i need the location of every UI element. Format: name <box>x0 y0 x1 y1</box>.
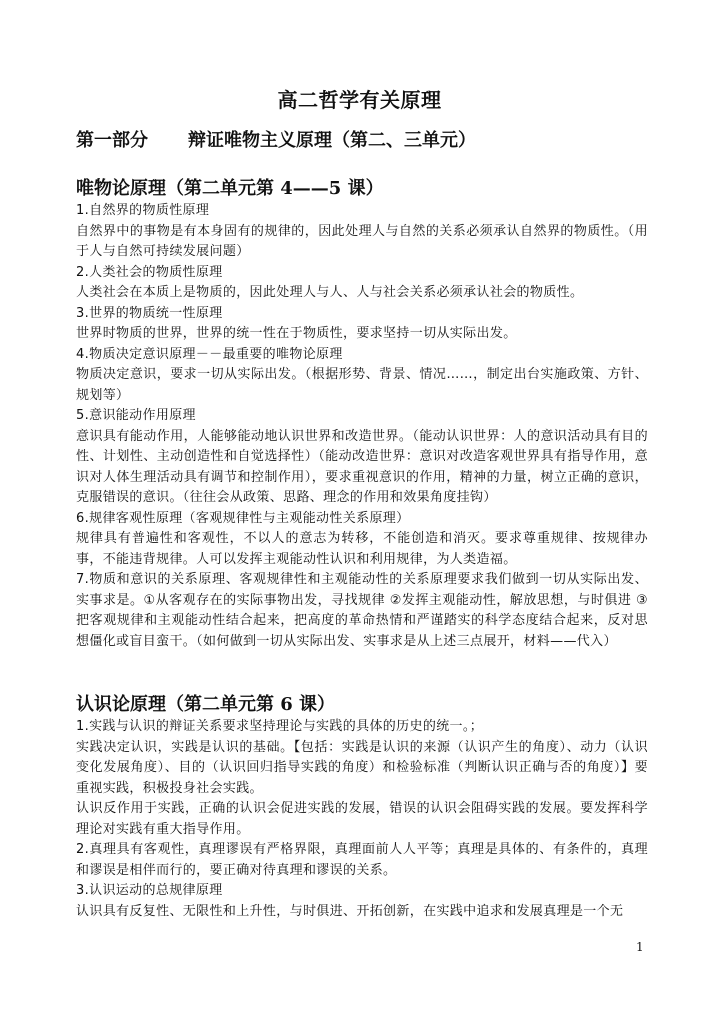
document-title: 高二哲学有关原理 <box>277 88 442 112</box>
paragraph: 认识反作用于实践，正确的认识会促进实践的发展，错误的认识会阻碍实践的发展。要发挥科学理论对实践有重大指导作用。 <box>76 801 648 837</box>
page-number: 1 <box>636 940 644 954</box>
part-heading <box>76 126 476 152</box>
paragraph: 2.人类社会的物质性原理 <box>76 264 223 280</box>
paragraph: 5.意识能动作用原理 <box>76 408 196 423</box>
paragraph: 2.真理具有客观性，真理谬误有严格界限，真理面前人人平等；真理是具体的、有条件的，真理和谬误是相伴而行的，要正确对待真理和谬误的关系。 <box>76 842 648 878</box>
paragraph: 1.自然界的物质性原理 <box>76 203 210 218</box>
part-label: 第一部分 <box>76 130 148 151</box>
paragraph: 3.认识运动的总规律原理 <box>76 883 223 898</box>
paragraph: 物质决定意识，要求一切从实际出发。（根据形势、背景、情况……，制定出台实施政策、方针、规划等） <box>76 367 648 403</box>
section-body-materialism <box>76 201 648 652</box>
part-title: 辩证唯物主义原理（第二、三单元） <box>188 130 476 151</box>
paragraph: 自然界中的事物是有本身固有的规律的，因此处理人与自然的关系必须承认自然界的物质性。（用于人与自然可持续发展问题） <box>76 223 648 259</box>
section-heading-materialism: 唯物论原理（第二单元第 4——5 课） <box>76 178 384 199</box>
paragraph: 人类社会在本质上是物质的，因此处理人与人、人与社会关系必须承认社会的物质性。 <box>76 285 584 300</box>
paragraph: 世界时物质的世界，世界的统一性在于物质性，要求坚持一切从实际出发。 <box>76 326 517 341</box>
paragraph: 7.物质和意识的关系原理、客观规律性和主观能动性的关系原理要求我们做到一切从实际出发、实事求是。①从客观存在的实际事物出发，寻找规律 ②发挥主观能动性，解放思想，与时俱进 ③把客观规律和主观能动性结合起来，把高度的革命热情和严谨踏实的科学态度结合起来，反对思想僵化或盲目蛮干。（如何做到一切从实际出发、实事求是从上述三点展开，材料——代入） <box>76 572 648 649</box>
section-body-epistemology <box>76 717 648 922</box>
section-heading-epistemology: 认识论原理（第二单元第 6 课） <box>76 694 336 715</box>
paragraph: 认识具有反复性、无限性和上升性，与时俱进、开拓创新，在实践中追求和发展真理是一个无 <box>76 903 624 919</box>
paragraph: 4.物质决定意识原理－－最重要的唯物论原理 <box>76 346 343 362</box>
paragraph: 规律具有普遍性和客观性，不以人的意志为转移，不能创造和消灭。要求尊重规律、按规律办事，不能违背规律。人可以发挥主观能动性认识和利用规律，为人类造福。 <box>76 531 648 567</box>
paragraph: 6.规律客观性原理（客观规律性与主观能动性关系原理） <box>76 510 410 526</box>
paragraph: 3.世界的物质统一性原理 <box>76 305 223 321</box>
paragraph: 意识具有能动作用，人能够能动地认识世界和改造世界。（能动认识世界：人的意识活动具有目的性、计划性、主动创造性和自觉选择性）（能动改造世界：意识对改造客观世界具有指导作用，意识对人体生理活动具有调节和控制作用），要求重视意识的作用，精神的力量，树立正确的意识，克服错误的意识。（往往会从政策、思路、理念的作用和效果角度挂钩） <box>76 428 648 505</box>
paragraph: 1.实践与认识的辩证关系要求坚持理论与实践的具体的历史的统一。； <box>76 719 484 734</box>
paragraph: 实践决定认识，实践是认识的基础。【包括：实践是认识的来源（认识产生的角度）、动力（认识变化发展角度）、目的（认识回归指导实践的角度）和检验标准（判断认识正确与否的角度）】要重视实践，积极投身社会实践。 <box>76 739 648 796</box>
